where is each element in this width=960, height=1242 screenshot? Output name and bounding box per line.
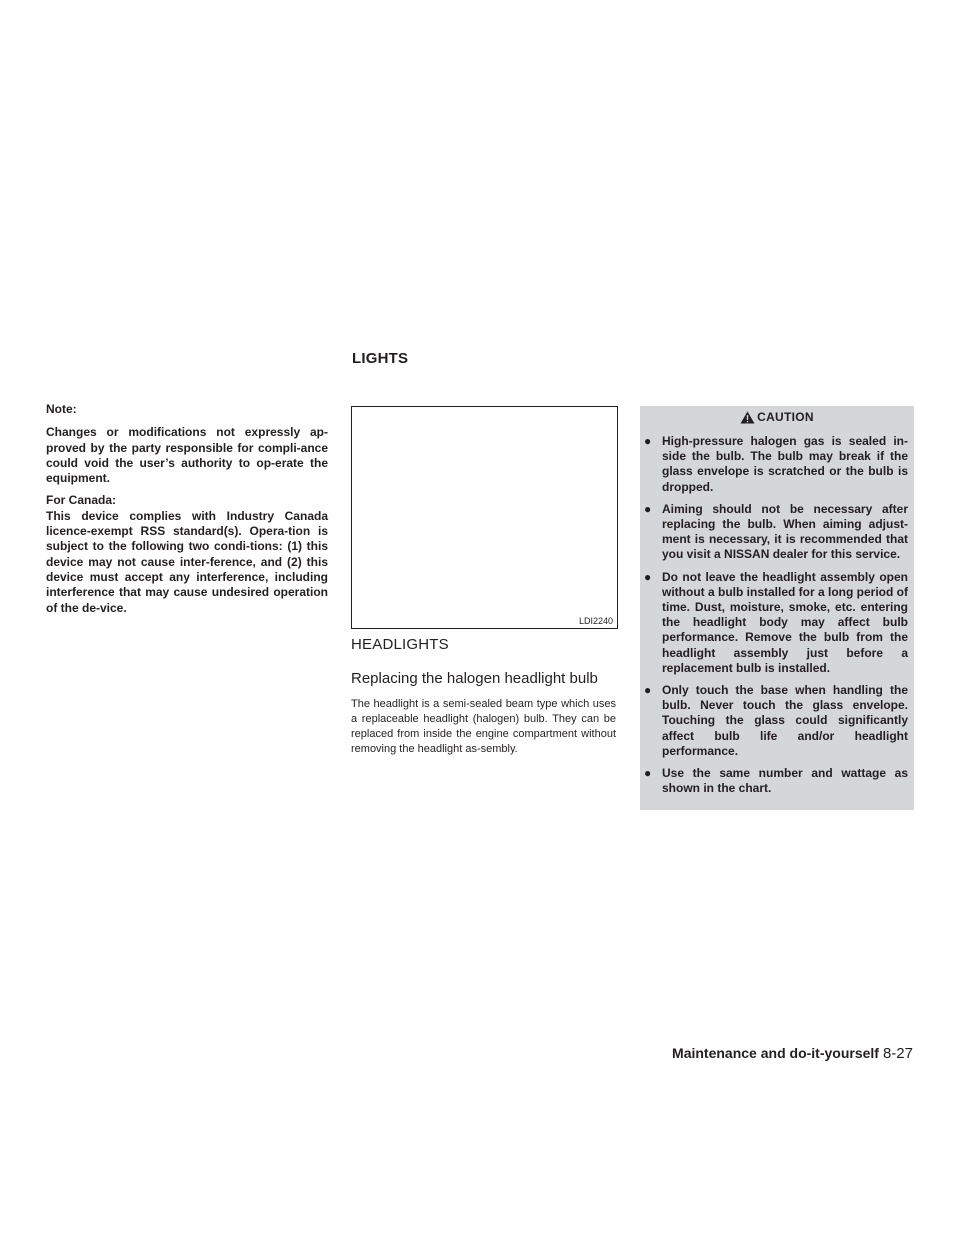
canada-text: This device complies with Industry Canada licence-exempt RSS standard(s). Opera-tion is subject to the following two condi-tions: (1) this device may not cause inter-ference, and (2) this device must accept any interference, including interference that may cause undesired operation of the de-vice. [46, 508, 328, 615]
footer-chapter: Maintenance and do-it-yourself [672, 1045, 879, 1061]
headlights-heading: HEADLIGHTS [351, 636, 449, 653]
canada-label: For Canada: [46, 493, 117, 508]
caution-item: ● Aiming should not be necessary after replacing the bulb. When aiming adjust-ment is necessary, it is recommended that you visit a NISSAN dealer for this service. [644, 501, 908, 562]
headlights-body: The headlight is a semi-sealed beam type which uses a replaceable headlight (halogen) bulb. They can be replaced from inside the engine compartment without removing the headlight as-sembly. [351, 698, 616, 755]
caution-list [640, 434, 914, 796]
caution-item: ● Only touch the base when handling the bulb. Never touch the glass envelope. Touching the glass could significantly affect bulb life and/or headlight performance. [644, 683, 908, 758]
caution-box [640, 406, 914, 810]
bullet: ● [644, 766, 652, 781]
bullet: ● [644, 683, 652, 698]
warning-triangle-icon [740, 411, 755, 424]
bullet: ● [644, 434, 652, 448]
page-footer [672, 1045, 913, 1062]
bullet: ● [644, 569, 652, 584]
caution-title: CAUTION [757, 410, 814, 424]
caution-item: ● Use the same number and wattage as shown in the chart. [644, 766, 908, 796]
caution-header [640, 406, 914, 428]
left-column [46, 402, 328, 623]
headlight-figure [351, 406, 618, 629]
caution-item: ● Do not leave the headlight assembly open without a bulb installed for a long period of time. Dust, moisture, smoke, etc. entering the headlight body may affect bulb performance. Remove the bulb from the headlight assembly just before a replacement bulb is installed. [644, 569, 908, 675]
bullet: ● [644, 501, 652, 516]
note-heading: Note: [46, 402, 77, 416]
replacing-bulb-subheading: Replacing the halogen headlight bulb [351, 670, 598, 687]
page-number: 8-27 [882, 1045, 913, 1062]
note-text: Changes or modifications not expressly ap-proved by the party responsible for compli-ance could void the user’s authority to op-erate the equipment. [46, 425, 328, 486]
figure-code: LDI2240 [578, 616, 613, 626]
caution-item: ● High-pressure halogen gas is sealed in-side the bulb. The bulb may break if the glass envelope is scratched or the bulb is dropped. [644, 434, 908, 494]
section-title: LIGHTS [352, 350, 409, 367]
